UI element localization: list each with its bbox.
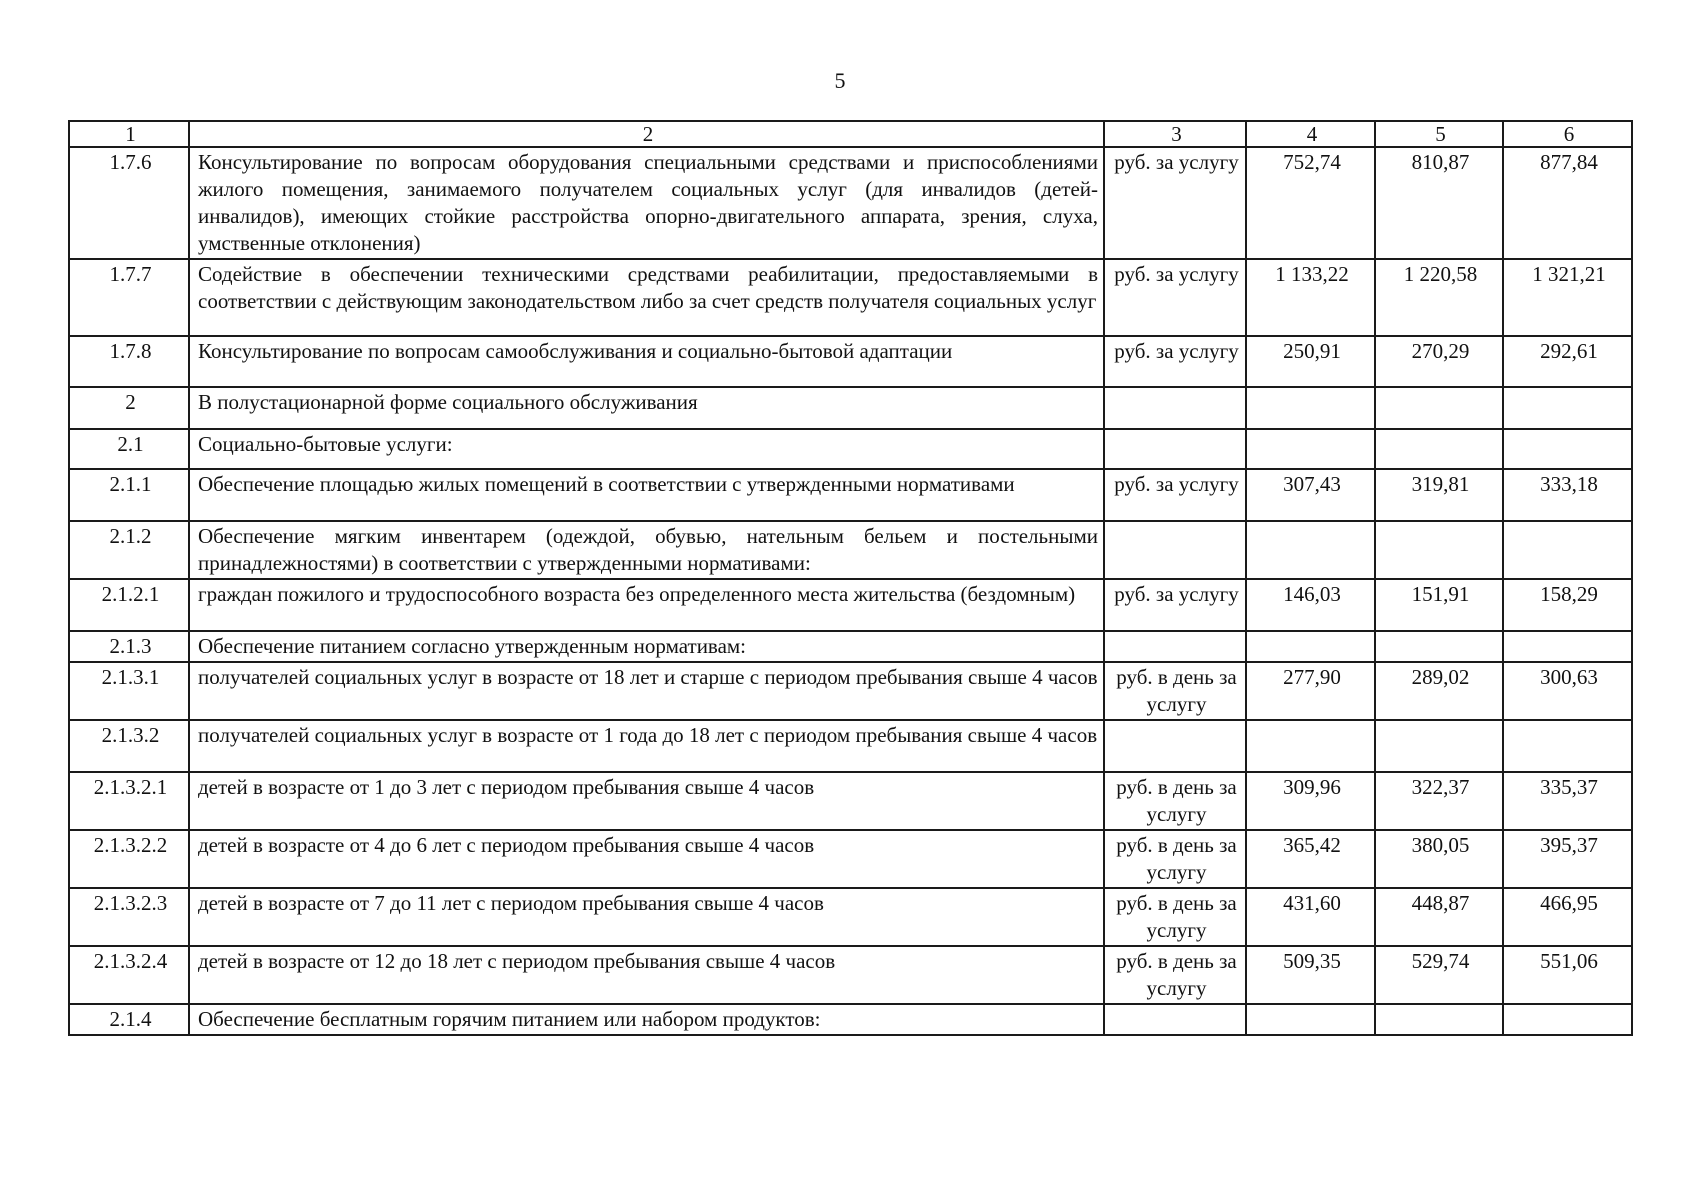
row-code: 2 — [69, 387, 189, 429]
table-row — [69, 662, 1632, 720]
row-code: 2.1.1 — [69, 469, 189, 521]
tariff-col-5: 380,05 — [1375, 830, 1503, 888]
tariff-col-4: 250,91 — [1246, 336, 1375, 387]
table-row — [69, 1004, 1632, 1035]
unit-of-measure: руб. за услугу — [1104, 469, 1246, 521]
unit-of-measure: руб. в день за услугу — [1104, 830, 1246, 888]
service-name: детей в возрасте от 1 до 3 лет с периодом пребывания свыше 4 часов — [189, 772, 1104, 830]
service-name: получателей социальных услуг в возрасте от 18 лет и старше с периодом пребывания свыше 4 часов — [189, 662, 1104, 720]
row-code: 2.1.3.2 — [69, 720, 189, 772]
tariff-col-4 — [1246, 429, 1375, 469]
tariff-col-4: 309,96 — [1246, 772, 1375, 830]
tariff-col-5 — [1375, 631, 1503, 662]
table-row — [69, 888, 1632, 946]
tariff-col-5: 319,81 — [1375, 469, 1503, 521]
service-name: Обеспечение питанием согласно утвержденным нормативам: — [189, 631, 1104, 662]
tariff-col-5 — [1375, 720, 1503, 772]
tariff-col-5 — [1375, 387, 1503, 429]
row-code: 1.7.8 — [69, 336, 189, 387]
tariff-col-6 — [1503, 1004, 1632, 1035]
tariff-col-6 — [1503, 631, 1632, 662]
page-number: 5 — [834, 68, 846, 93]
tariff-col-5: 1 220,58 — [1375, 259, 1503, 336]
table-row — [69, 579, 1632, 631]
unit-of-measure — [1104, 387, 1246, 429]
tariff-col-5: 322,37 — [1375, 772, 1503, 830]
unit-of-measure — [1104, 720, 1246, 772]
table-row — [69, 772, 1632, 830]
table-row — [69, 336, 1632, 387]
unit-of-measure — [1104, 1004, 1246, 1035]
row-code: 2.1.3.2.4 — [69, 946, 189, 1004]
tariff-col-5 — [1375, 521, 1503, 579]
service-name: В полустационарной форме социального обслуживания — [189, 387, 1104, 429]
unit-of-measure: руб. за услугу — [1104, 336, 1246, 387]
row-code: 2.1.2 — [69, 521, 189, 579]
tariff-col-5: 151,91 — [1375, 579, 1503, 631]
tariff-col-6 — [1503, 429, 1632, 469]
tariff-col-5: 270,29 — [1375, 336, 1503, 387]
service-name: граждан пожилого и трудоспособного возраста без определенного места жительства (бездомным) — [189, 579, 1104, 631]
unit-of-measure: руб. за услугу — [1104, 259, 1246, 336]
tariff-col-6: 158,29 — [1503, 579, 1632, 631]
service-name: Содействие в обеспечении техническими средствами реабилитации, предоставляемыми в соответствии с действующим законодательством либо за счет средств получателя социальных услуг — [189, 259, 1104, 336]
unit-of-measure: руб. за услугу — [1104, 579, 1246, 631]
row-code: 2.1.3.2.1 — [69, 772, 189, 830]
row-code: 2.1.3.1 — [69, 662, 189, 720]
tariff-col-6: 292,61 — [1503, 336, 1632, 387]
tariff-col-4 — [1246, 720, 1375, 772]
table-row — [69, 631, 1632, 662]
table-row — [69, 429, 1632, 469]
column-header-3: 3 — [1104, 121, 1246, 147]
unit-of-measure: руб. в день за услугу — [1104, 946, 1246, 1004]
service-name: детей в возрасте от 12 до 18 лет с периодом пребывания свыше 4 часов — [189, 946, 1104, 1004]
row-code: 2.1.3.2.3 — [69, 888, 189, 946]
tariff-table — [68, 120, 1633, 1036]
column-header-4: 4 — [1246, 121, 1375, 147]
service-name: детей в возрасте от 4 до 6 лет с периодом пребывания свыше 4 часов — [189, 830, 1104, 888]
tariff-col-4: 307,43 — [1246, 469, 1375, 521]
service-name: Обеспечение площадью жилых помещений в соответствии с утвержденными нормативами — [189, 469, 1104, 521]
table-row — [69, 830, 1632, 888]
tariff-col-4: 752,74 — [1246, 147, 1375, 259]
column-header-6: 6 — [1503, 121, 1632, 147]
tariff-col-4: 509,35 — [1246, 946, 1375, 1004]
tariff-col-6: 395,37 — [1503, 830, 1632, 888]
tariff-col-5 — [1375, 1004, 1503, 1035]
tariff-col-4: 146,03 — [1246, 579, 1375, 631]
table-row — [69, 720, 1632, 772]
table-row — [69, 946, 1632, 1004]
tariff-col-4 — [1246, 387, 1375, 429]
tariff-col-6 — [1503, 720, 1632, 772]
tariff-col-6: 333,18 — [1503, 469, 1632, 521]
tariff-col-4 — [1246, 521, 1375, 579]
tariff-col-6: 300,63 — [1503, 662, 1632, 720]
table-header-row — [69, 121, 1632, 147]
tariff-col-5: 448,87 — [1375, 888, 1503, 946]
tariff-col-6: 551,06 — [1503, 946, 1632, 1004]
tariff-col-5: 289,02 — [1375, 662, 1503, 720]
service-name: детей в возрасте от 7 до 11 лет с периодом пребывания свыше 4 часов — [189, 888, 1104, 946]
unit-of-measure — [1104, 631, 1246, 662]
service-name: получателей социальных услуг в возрасте от 1 года до 18 лет с периодом пребывания свыше 4 часов — [189, 720, 1104, 772]
column-header-2: 2 — [189, 121, 1104, 147]
unit-of-measure: руб. за услугу — [1104, 147, 1246, 259]
row-code: 2.1.3 — [69, 631, 189, 662]
service-name: Обеспечение бесплатным горячим питанием или набором продуктов: — [189, 1004, 1104, 1035]
tariff-col-4 — [1246, 1004, 1375, 1035]
table-row — [69, 469, 1632, 521]
tariff-col-4 — [1246, 631, 1375, 662]
table-row — [69, 387, 1632, 429]
service-name: Обеспечение мягким инвентарем (одеждой, обувью, нательным бельем и постельными принадлежностями) в соответствии с утвержденными нормативами: — [189, 521, 1104, 579]
row-code: 2.1.2.1 — [69, 579, 189, 631]
tariff-col-4: 431,60 — [1246, 888, 1375, 946]
tariff-col-6 — [1503, 387, 1632, 429]
tariff-col-5: 529,74 — [1375, 946, 1503, 1004]
service-name: Консультирование по вопросам оборудования специальными средствами и приспособлениями жилого помещения, занимаемого получателем социальных услуг (для инвалидов (детей-инвалидов), имеющих стойкие расстройства опорно-двигательного аппарата, зрения, слуха, умственные отклонения) — [189, 147, 1104, 259]
table-row — [69, 147, 1632, 259]
row-code: 1.7.7 — [69, 259, 189, 336]
unit-of-measure — [1104, 429, 1246, 469]
unit-of-measure: руб. в день за услугу — [1104, 662, 1246, 720]
column-header-1: 1 — [69, 121, 189, 147]
column-header-5: 5 — [1375, 121, 1503, 147]
unit-of-measure: руб. в день за услугу — [1104, 772, 1246, 830]
tariff-col-5: 810,87 — [1375, 147, 1503, 259]
row-code: 1.7.6 — [69, 147, 189, 259]
tariff-col-6: 1 321,21 — [1503, 259, 1632, 336]
table-row — [69, 521, 1632, 579]
tariff-col-4: 1 133,22 — [1246, 259, 1375, 336]
unit-of-measure: руб. в день за услугу — [1104, 888, 1246, 946]
tariff-col-6: 335,37 — [1503, 772, 1632, 830]
service-name: Социально-бытовые услуги: — [189, 429, 1104, 469]
row-code: 2.1.3.2.2 — [69, 830, 189, 888]
tariff-col-6: 877,84 — [1503, 147, 1632, 259]
table-row — [69, 259, 1632, 336]
tariff-col-4: 365,42 — [1246, 830, 1375, 888]
tariff-col-6 — [1503, 521, 1632, 579]
unit-of-measure — [1104, 521, 1246, 579]
service-name: Консультирование по вопросам самообслуживания и социально-бытовой адаптации — [189, 336, 1104, 387]
tariff-col-5 — [1375, 429, 1503, 469]
row-code: 2.1.4 — [69, 1004, 189, 1035]
tariff-col-4: 277,90 — [1246, 662, 1375, 720]
tariff-col-6: 466,95 — [1503, 888, 1632, 946]
row-code: 2.1 — [69, 429, 189, 469]
